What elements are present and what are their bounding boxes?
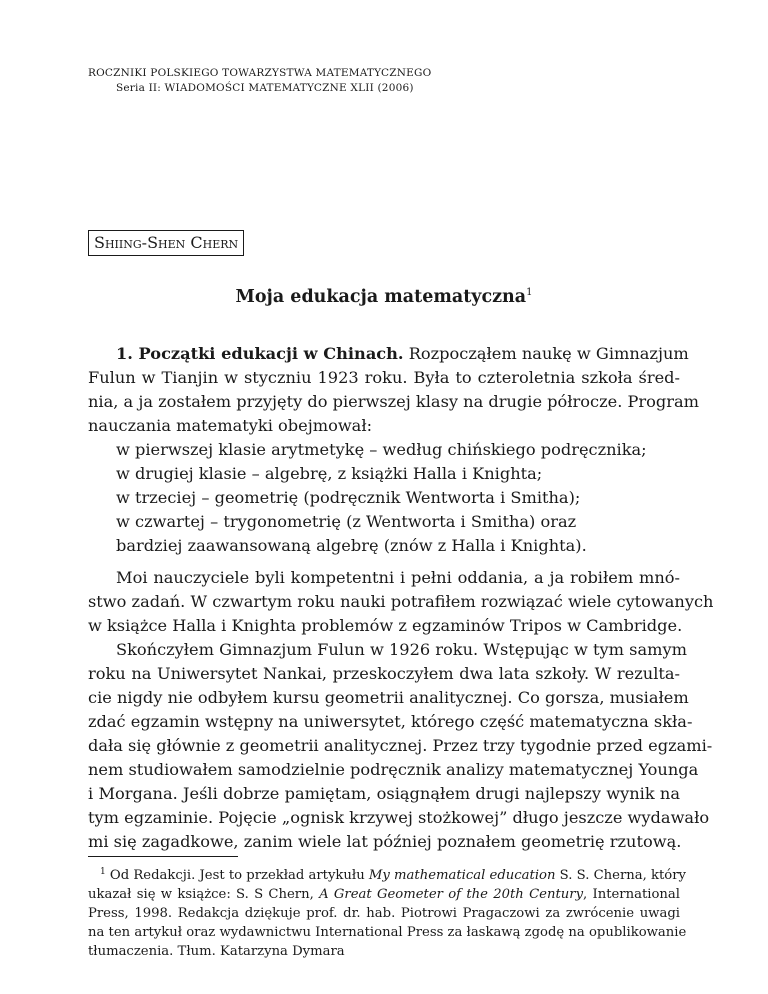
footnote-book-title: A Great Geometer of the 20th Century	[319, 887, 584, 902]
body-line: nia, a ja zostałem przyjęty do pierwszej klasy na drugie półrocze. Program	[88, 392, 699, 411]
body-line: tym egzaminie. Pojęcie „ognisk krzywej stożkowej” długo jeszcze wydawało	[88, 808, 710, 827]
body-line: roku na Uniwersytet Nankai, przeskoczyłem dwa lata szkoły. W rezulta-	[88, 664, 680, 683]
body-line: zdać egzamin wstępny na uniwersytet, którego część matematyczna skła-	[88, 712, 693, 731]
body-line-text: Rozpocząłem naukę w Gimnazjum	[403, 344, 689, 363]
list-item: w czwartej – trygonometrię (z Wentworta i Smitha) oraz	[116, 512, 577, 531]
body-line: Moi nauczyciele byli kompetentni i pełni oddania, a ja robiłem mnó-	[116, 568, 680, 587]
list-item: w drugiej klasie – algebrę, z książki Halla i Knighta;	[116, 464, 543, 483]
journal-name: ROCZNIKI POLSKIEGO TOWARZYSTWA MATEMATYCZNEGO	[88, 67, 432, 79]
journal-header	[88, 66, 431, 96]
title-footnote-mark: 1	[526, 287, 533, 298]
footnote-source-title: My mathematical education	[368, 868, 556, 883]
list-item: w pierwszej klasie arytmetykę – według chińskiego podręcznika;	[116, 440, 647, 459]
footnote-mark: 1	[100, 867, 106, 877]
footnote-line: na ten artykuł oraz wydawnictwu International Press za łaskawą zgodę na opublikowanie	[88, 925, 687, 940]
footnote-text: S. S. Cherna, który	[555, 868, 686, 883]
section-heading: 1. Początki edukacji w Chinach.	[116, 344, 404, 363]
body-line: mi się zagadkowe, zanim wiele lat później poznałem geometrię rzutową.	[88, 832, 682, 851]
article-title	[0, 285, 768, 309]
journal-series: Seria II: WIADOMOŚCI MATEMATYCZNE XLII (2006)	[116, 82, 414, 94]
footnote-line: tłumaczenia. Tłum. Katarzyna Dymara	[88, 944, 345, 959]
body-line: nem studiowałem samodzielnie podręcznik analizy matematycznej Younga	[88, 760, 699, 779]
article-title-text: Moja edukacja matematyczna	[235, 287, 527, 307]
body-line: dała się głównie z geometrii analitycznej. Przez trzy tygodnie przed egzami-	[88, 736, 713, 755]
body-line: Skończyłem Gimnazjum Fulun w 1926 roku. Wstępując w tym samym	[116, 640, 687, 659]
body-line	[88, 342, 689, 366]
footnote-line	[88, 866, 686, 886]
footnote-line: Press, 1998. Redakcja dziękuje prof. dr. hab. Piotrowi Pragaczowi za zwrócenie uwagi	[88, 906, 680, 921]
body-line: i Morgana. Jeśli dobrze pamiętam, osiągnąłem drugi najlepszy wynik na	[88, 784, 680, 803]
body-line: nauczania matematyki obejmował:	[88, 416, 373, 435]
body-line: cie nigdy nie odbyłem kursu geometrii analitycznej. Co gorsza, musiałem	[88, 688, 689, 707]
footnote-text: Od Redakcji. Jest to przekład artykułu	[105, 868, 369, 883]
list-item: w trzeciej – geometrię (podręcznik Wentworta i Smitha);	[116, 488, 581, 507]
author-name: Shiing-Shen Chern	[88, 230, 244, 256]
body-line: w książce Halla i Knighta problemów z egzaminów Tripos w Cambridge.	[88, 616, 683, 635]
footnote-text: ukazał się w książce: S. S Chern,	[88, 887, 320, 902]
footnote-text: , International	[583, 887, 680, 902]
footnote-rule	[88, 856, 238, 857]
body-line: Fulun w Tianjin w styczniu 1923 roku. Była to czteroletnia szkoła śred-	[88, 368, 680, 387]
footnote-line	[88, 885, 680, 905]
body-line: stwo zadań. W czwartym roku nauki potrafiłem rozwiązać wiele cytowanych	[88, 592, 714, 611]
list-item: bardziej zaawansowaną algebrę (znów z Halla i Knighta).	[116, 536, 587, 555]
